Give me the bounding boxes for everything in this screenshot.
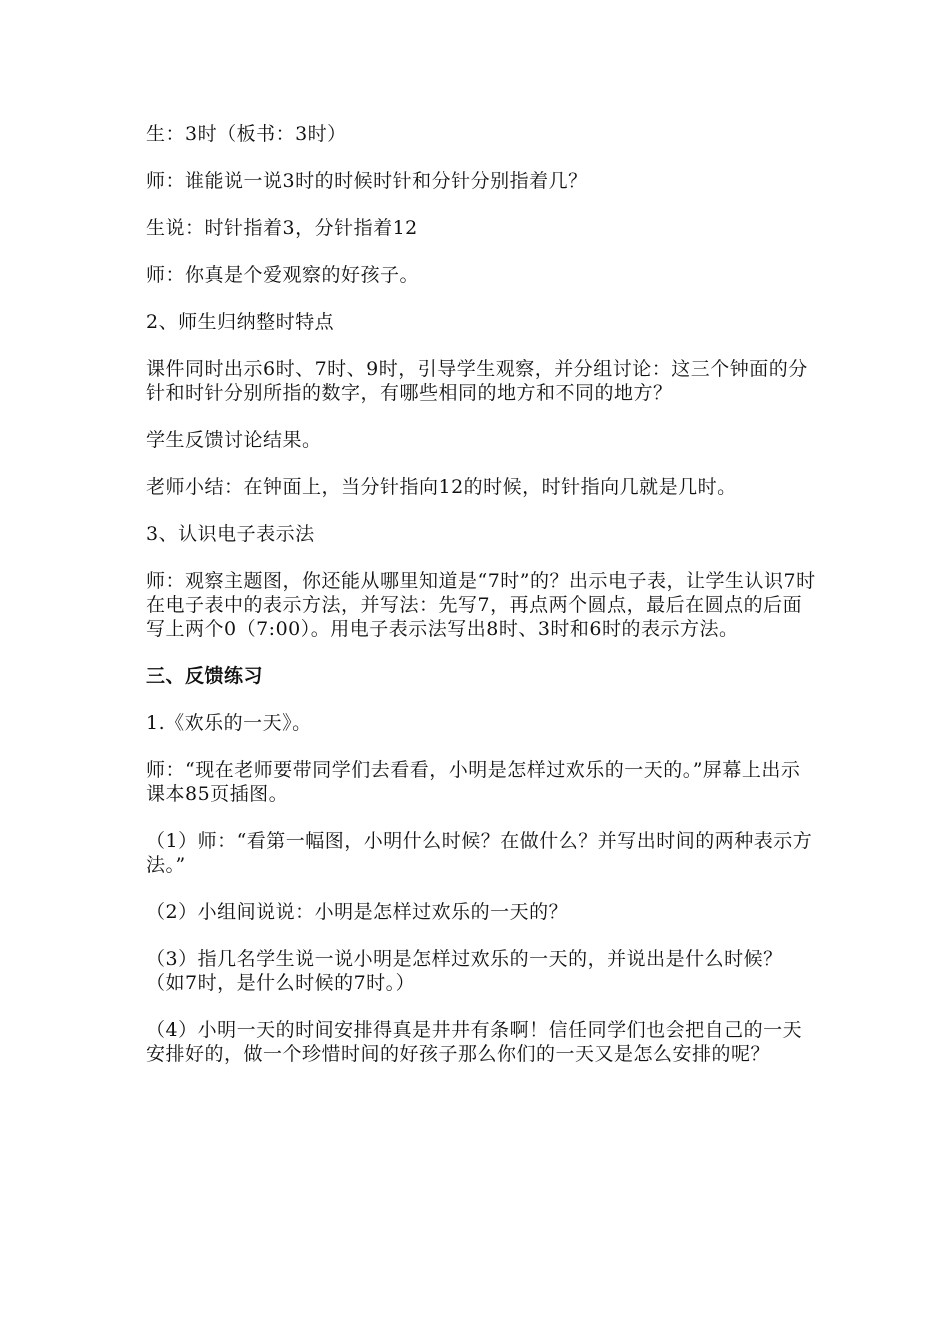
paragraph-step-3: （3）指几名学生说一说小明是怎样过欢乐的一天的，并说出是什么时候？（如7时，是什么时候的7时。） xyxy=(146,948,783,994)
paragraph-student-says-hands: 生说：时针指着3，分针指着12 xyxy=(146,217,418,239)
paragraph-teacher-question-hands: 师：谁能说一说3时的时候时针和分针分别指着几？ xyxy=(146,170,588,192)
paragraph-teacher-intro: 师：“现在老师要带同学们去看看，小明是怎样过欢乐的一天的。”屏幕上出示课本85页插图。 xyxy=(146,759,801,805)
paragraph-happy-day-title: 1.《欢乐的一天》。 xyxy=(146,712,312,734)
section-heading-2: 2、师生归纳整时特点 xyxy=(146,311,335,333)
paragraph-step-4: （4）小明一天的时间安排得真是井井有条啊！信任同学们也会把自己的一天安排好的，做一个珍惜时间的好孩子那么你们的一天又是怎么安排的呢？ xyxy=(146,1019,803,1065)
document-body xyxy=(146,122,816,1089)
section-heading-feedback-practice: 三、反馈练习 xyxy=(146,665,264,687)
section-heading-3: 3、认识电子表示法 xyxy=(146,523,315,545)
paragraph-courseware-discussion: 课件同时出示6时、7时、9时，引导学生观察，并分组讨论：这三个钟面的分针和时针分别所指的数字，有哪些相同的地方和不同的地方？ xyxy=(146,358,808,404)
paragraph-step-2: （2）小组间说说：小明是怎样过欢乐的一天的？ xyxy=(146,901,569,923)
paragraph-student-feedback: 学生反馈讨论结果。 xyxy=(146,429,322,451)
paragraph-teacher-praise: 师：你真是个爱观察的好孩子。 xyxy=(146,264,420,286)
paragraph-teacher-summary: 老师小结：在钟面上，当分针指向12的时候，时针指向几就是几时。 xyxy=(146,476,737,498)
paragraph-student-answer-3: 生：3时（板书：3时） xyxy=(146,123,347,145)
paragraph-electronic-notation: 师：观察主题图，你还能从哪里知道是“7时”的？出示电子表，让学生认识7时在电子表中的表示方法，并写法：先写7，再点两个圆点，最后在圆点的后面写上两个0（7:00）。用电子表示法写出8时、3时和6时的表示方法。 xyxy=(146,570,816,640)
paragraph-step-1: （1）师：“看第一幅图，小明什么时候？在做什么？并写出时间的两种表示方法。” xyxy=(146,830,813,876)
